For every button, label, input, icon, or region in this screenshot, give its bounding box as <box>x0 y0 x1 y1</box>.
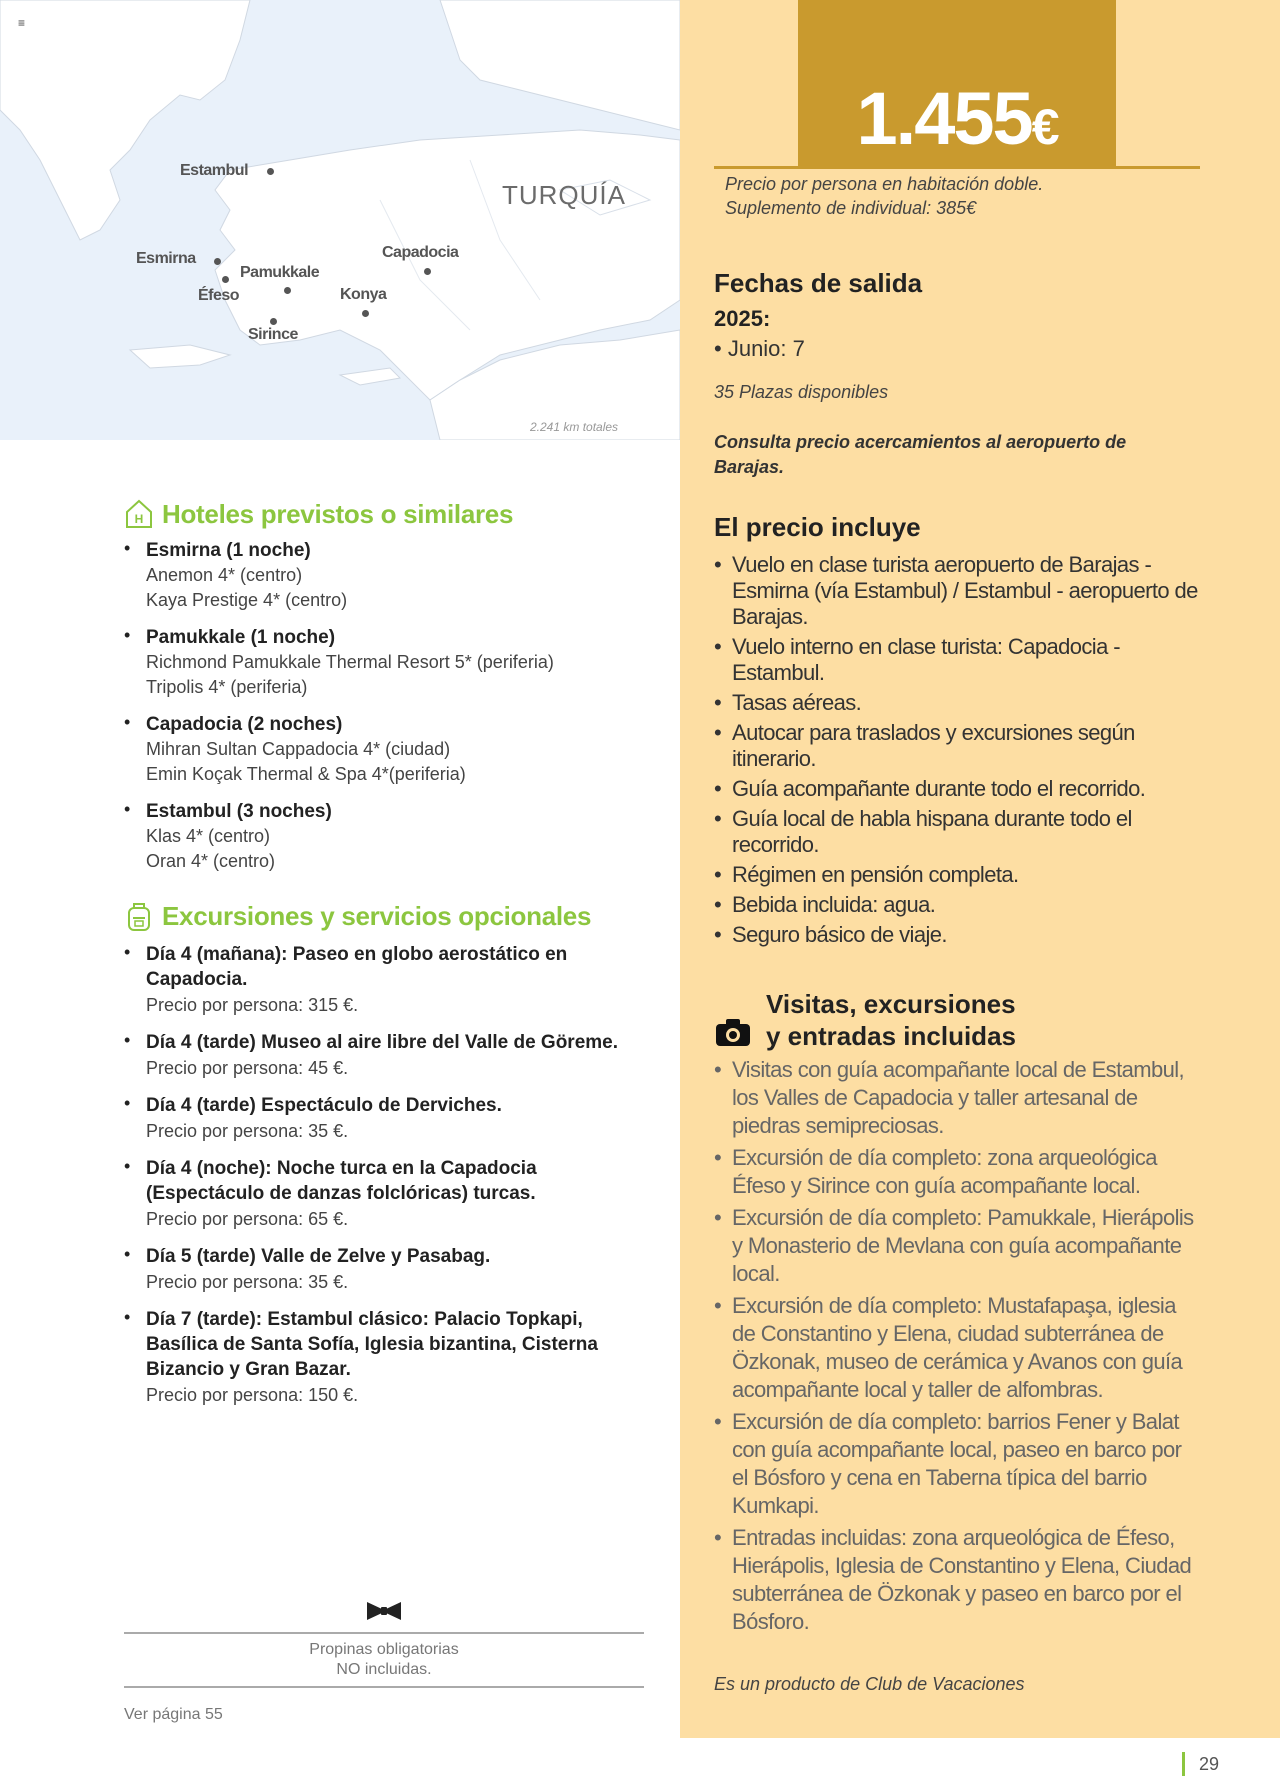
price-amount: 1.455 <box>856 77 1032 160</box>
dates-year: 2025: <box>714 306 771 331</box>
map-dot-pamukkale <box>284 287 291 294</box>
tips-rule-bottom <box>124 1686 644 1688</box>
map-dot-efeso <box>222 276 229 283</box>
map-dot-konya <box>362 310 369 317</box>
map-city-konya: Konya <box>340 286 387 303</box>
dates-title: Fechas de salida <box>714 268 923 298</box>
hotel-option: Oran 4* (centro) <box>146 851 276 871</box>
club-note: Es un producto de Club de Vacaciones <box>714 1674 1025 1694</box>
hotel-item <box>124 625 654 700</box>
hotel-option: Klas 4* (centro) <box>146 826 271 846</box>
hotel-option: Kaya Prestige 4* (centro) <box>146 590 348 610</box>
tips-line-2: NO incluidas. <box>336 1661 432 1678</box>
excursion-price: Precio por persona: 150 €. <box>146 1385 359 1405</box>
excursion-title: • Día 4 (mañana): Paseo en globo aerostático en Capadocia. <box>146 944 568 990</box>
hotel-option: Emin Koçak Thermal & Spa 4*(periferia) <box>146 764 466 784</box>
map-city-capadocia: Capadocia <box>382 244 459 261</box>
hotel-city: • Esmirna (1 noche) <box>146 540 311 561</box>
page-number: 29 <box>1182 1752 1219 1776</box>
map-city-sirince: Sirince <box>248 326 298 343</box>
hotel-city: • Pamukkale (1 noche) <box>146 627 336 648</box>
map-city-pamukkale: Pamukkale <box>240 264 320 281</box>
includes-title: El precio incluye <box>714 512 921 542</box>
visits-title <box>766 988 1016 1052</box>
include-item: • Vuelo interno en clase turista: Capadocia - Estambul. <box>714 634 1200 686</box>
svg-text:H: H <box>134 512 144 526</box>
price-note-double: Precio por persona en habitación doble. <box>725 174 1044 194</box>
price-note <box>725 172 1043 220</box>
hotels-header <box>124 498 513 530</box>
dates-value: Junio: 7 <box>727 336 805 361</box>
excursion-item <box>124 1156 644 1232</box>
excursion-price: Precio por persona: 45 €. <box>146 1058 349 1078</box>
hotel-item <box>124 712 654 787</box>
hotel-item <box>124 538 654 613</box>
visits-header <box>714 988 1016 1052</box>
tips-line-1: Propinas obligatorias <box>309 1641 459 1658</box>
include-item: • Tasas aéreas. <box>714 690 1200 716</box>
excursion-price: Precio por persona: 315 €. <box>146 995 359 1015</box>
excursions-title: Excursiones y servicios opcionales <box>162 900 592 931</box>
route-map <box>0 0 680 440</box>
consult-note: Consulta precio acercamientos al aeropuerto de Barajas. <box>714 432 1127 477</box>
hotels-list <box>124 538 654 886</box>
price-currency: € <box>1031 99 1058 155</box>
excursion-item <box>124 1093 644 1144</box>
excursion-title: • Día 5 (tarde) Valle de Zelve y Pasabag. <box>146 1246 491 1267</box>
visit-item: • Excursión de día completo: Mustafapaşa, iglesia de Constantino y Elena, ciudad subterránea de Özkonak, museo de cerámica y Avanos con guía acompañante local y taller de alfombras. <box>714 1292 1200 1404</box>
excursion-title: • Día 4 (tarde) Museo al aire libre del Valle de Göreme. <box>146 1032 619 1053</box>
map-background <box>0 0 680 440</box>
hotels-title: Hoteles previstos o similares <box>162 498 514 529</box>
visits-list <box>714 1056 1200 1640</box>
price-note-single: Suplemento de individual: 385€ <box>725 198 977 218</box>
plazas-available: 35 Plazas disponibles <box>714 382 889 402</box>
include-item: • Guía acompañante durante todo el recorrido. <box>714 776 1200 802</box>
map-city-efeso: Éfeso <box>198 287 240 304</box>
price-underline <box>714 166 1200 169</box>
includes-list <box>714 552 1200 952</box>
hotel-city: • Capadocia (2 noches) <box>146 714 343 735</box>
dates-item: • Junio: 7 <box>714 336 805 361</box>
excursions-header <box>124 900 591 932</box>
map-corner-mark: ≡ <box>18 16 26 30</box>
map-country-label: TURQUÍA <box>502 180 626 210</box>
visit-item: • Entradas incluidas: zona arqueológica de Éfeso, Hierápolis, Iglesia de Constantino y Elena, Ciudad subterránea de Özkonak y paseo en barco por el Bósforo. <box>714 1524 1200 1636</box>
excursion-price: Precio por persona: 35 €. <box>146 1121 349 1141</box>
excursion-item <box>124 1030 644 1081</box>
include-item: • Bebida incluida: agua. <box>714 892 1200 918</box>
backpack-icon <box>124 900 154 932</box>
visit-item: • Excursión de día completo: Pamukkale, Hierápolis y Monasterio de Mevlana con guía acompañante local. <box>714 1204 1200 1288</box>
include-item: • Vuelo en clase turista aeropuerto de Barajas - Esmirna (vía Estambul) / Estambul - aeropuerto de Barajas. <box>714 552 1200 630</box>
map-city-esmirna: Esmirna <box>136 250 196 267</box>
price-value <box>856 77 1058 160</box>
hotel-option: Mihran Sultan Cappadocia 4* (ciudad) <box>146 739 451 759</box>
tips-box <box>124 1600 644 1723</box>
excursion-price: Precio por persona: 65 €. <box>146 1209 349 1229</box>
map-dot-estambul <box>267 168 274 175</box>
hotel-option: Richmond Pamukkale Thermal Resort 5* (periferia) <box>146 652 554 672</box>
excursion-item <box>124 942 644 1018</box>
map-city-estambul: Estambul <box>180 162 249 179</box>
map-dot-esmirna <box>214 258 221 265</box>
hotel-option: Tripolis 4* (periferia) <box>146 677 308 697</box>
see-page-link[interactable]: Ver página 55 <box>124 1706 223 1723</box>
visit-item: • Excursión de día completo: zona arqueológica Éfeso y Sirince con guía acompañante local. <box>714 1144 1200 1200</box>
include-item: • Guía local de habla hispana durante todo el recorrido. <box>714 806 1200 858</box>
excursion-title: • Día 4 (noche): Noche turca en la Capadocia (Espectáculo de danzas folclóricas) turcas. <box>146 1158 537 1204</box>
include-item: • Autocar para traslados y excursiones según itinerario. <box>714 720 1200 772</box>
map-scale: 2.241 km totales <box>530 420 619 434</box>
excursions-list <box>124 942 644 1420</box>
map-dot-sirince <box>270 318 277 325</box>
tips-text <box>124 1634 644 1686</box>
excursion-item <box>124 1244 644 1295</box>
excursion-title: • Día 4 (tarde) Espectáculo de Derviches. <box>146 1095 502 1116</box>
hotel-option: Anemon 4* (centro) <box>146 565 303 585</box>
excursion-price: Precio por persona: 35 €. <box>146 1272 349 1292</box>
visit-item: • Excursión de día completo: barrios Fener y Balat con guía acompañante local, paseo en barco por el Bósforo y cena en Taberna típica del barrio Kumkapi. <box>714 1408 1200 1520</box>
excursion-title: • Día 7 (tarde): Estambul clásico: Palacio Topkapi, Basílica de Santa Sofía, Iglesia bizantina, Cisterna Bizancio y Gran Bazar. <box>146 1309 598 1380</box>
camera-icon <box>714 1016 752 1048</box>
visits-title-line-2: y entradas incluidas <box>766 1021 1016 1051</box>
price-box <box>798 0 1116 168</box>
bow-tie-icon <box>365 1600 403 1622</box>
include-item: • Seguro básico de viaje. <box>714 922 1200 948</box>
hotel-item <box>124 799 654 874</box>
visits-title-line-1: Visitas, excursiones <box>766 989 1016 1019</box>
visit-item: • Visitas con guía acompañante local de Estambul, los Valles de Capadocia y taller artesanal de piedras semipreciosas. <box>714 1056 1200 1140</box>
hotel-city: • Estambul (3 noches) <box>146 801 332 822</box>
info-sidebar <box>680 0 1280 1738</box>
include-item: • Régimen en pensión completa. <box>714 862 1200 888</box>
excursion-item <box>124 1307 644 1408</box>
map-dot-capadocia <box>424 268 431 275</box>
hotel-icon <box>124 498 154 530</box>
